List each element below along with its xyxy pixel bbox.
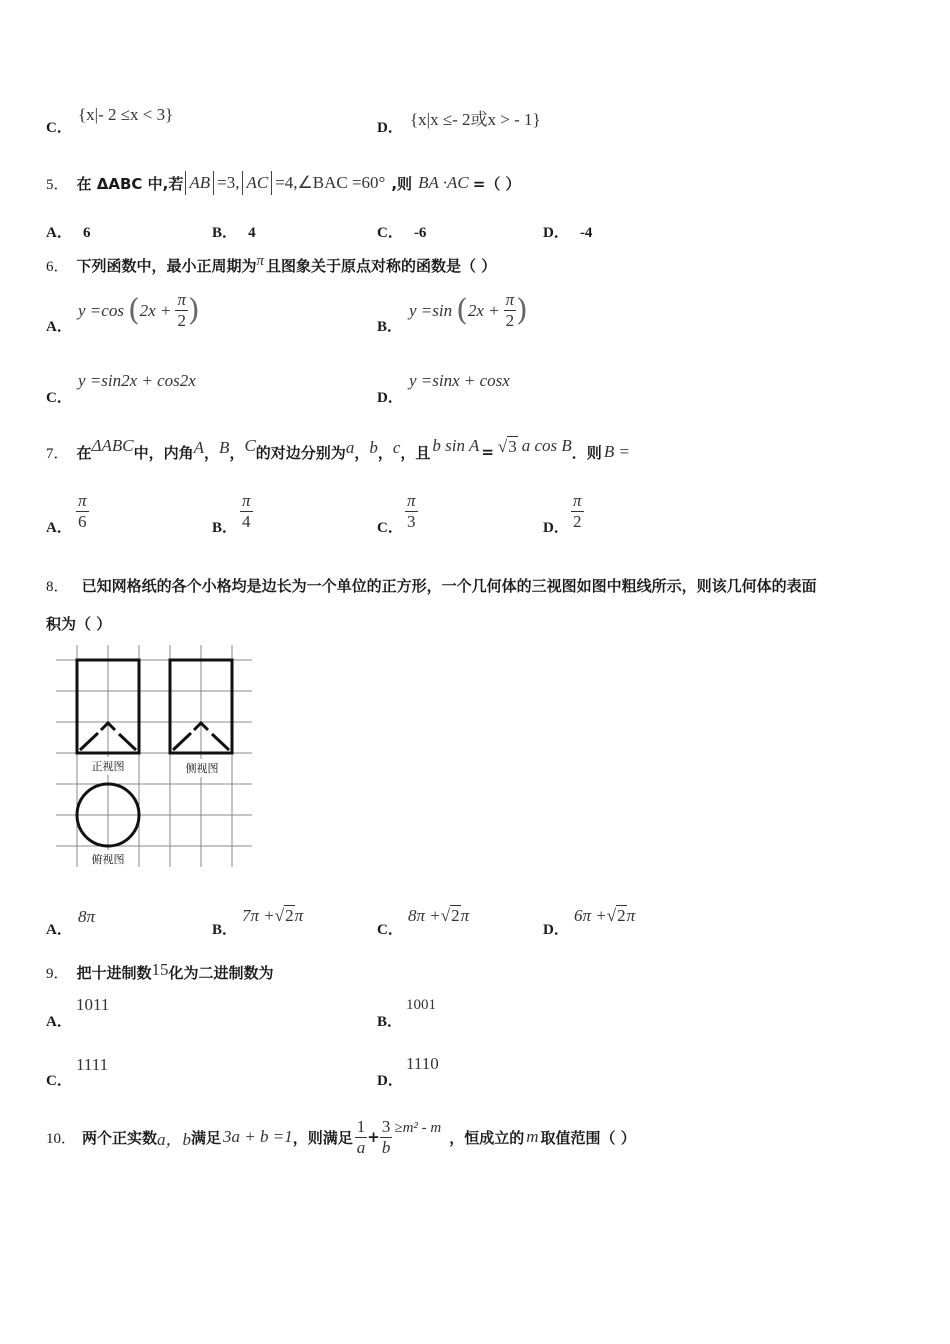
front-view-line bbox=[80, 733, 98, 750]
q7-text: ， bbox=[229, 443, 245, 462]
frac-den: b bbox=[381, 1137, 391, 1157]
side-view-line bbox=[173, 733, 191, 750]
expr-part: 6π + bbox=[574, 906, 607, 925]
q7-eq: a cos B bbox=[521, 436, 572, 455]
q6-option-a-expr: y =cos ( 2x + $\frac{\pi}{2}$ ) bbox=[78, 290, 200, 330]
q5-option-b[interactable] bbox=[212, 221, 256, 242]
q10-vars: a，b bbox=[157, 1129, 192, 1149]
q10-text: 两个正实数 bbox=[82, 1128, 158, 1147]
expr-part: 7π + bbox=[242, 906, 275, 925]
q8-option-c-expr: 8π +√2π bbox=[408, 906, 470, 925]
q5-dot: BA ·AC bbox=[418, 173, 469, 192]
q7-text: 的对边分别为 bbox=[255, 443, 346, 462]
frac-den: 3 bbox=[407, 512, 416, 531]
frac-num: π bbox=[407, 491, 416, 510]
expr-part: 2x + bbox=[467, 300, 500, 320]
q7-option-c[interactable] bbox=[377, 516, 403, 537]
q5-option-a[interactable] bbox=[46, 221, 90, 242]
q7-triangle: ΔABC bbox=[91, 436, 134, 455]
q10-cond: 3a + b =1 bbox=[223, 1127, 293, 1146]
option-label: B． bbox=[212, 922, 238, 938]
option-text: 4 bbox=[248, 225, 256, 241]
q7-var: A bbox=[193, 438, 205, 457]
option-label: C． bbox=[46, 1073, 72, 1089]
option-label: C． bbox=[377, 922, 403, 938]
option-label: C． bbox=[377, 225, 403, 241]
q8-option-a-expr: 8π bbox=[78, 907, 96, 926]
option-label: D． bbox=[543, 520, 569, 536]
q7-var: B bbox=[219, 438, 230, 457]
option-text: -4 bbox=[579, 225, 593, 241]
expr-sqrt: 2 bbox=[285, 906, 294, 925]
q4-option-c-expr: {x|- 2 ≤x < 3} bbox=[78, 105, 174, 124]
q9-option-a-value: 1011 bbox=[76, 995, 110, 1014]
q7-stem: 7． 在 ΔABC 中，内角 A ， B ， C 的对边分别为 a ， b ， c ，且 b sin A = √3 a cos B ．则 B = bbox=[46, 436, 630, 462]
expr-part: y =sin bbox=[409, 300, 453, 320]
q9-option-b[interactable] bbox=[377, 1010, 402, 1031]
q7-var: c bbox=[392, 438, 401, 457]
q4-option-c[interactable] bbox=[46, 116, 72, 137]
question-number: 6． bbox=[46, 258, 69, 275]
q6-stem bbox=[46, 254, 496, 276]
q8-option-b-expr: 7π +√2π bbox=[242, 906, 304, 925]
q10-var: m bbox=[526, 1127, 539, 1146]
q6-option-d[interactable] bbox=[377, 386, 403, 407]
q5-then: ,则 bbox=[391, 174, 413, 193]
q6-text: 下列函数中，最小正周期为 bbox=[76, 256, 257, 275]
q7-option-b-frac bbox=[240, 491, 253, 532]
q7-text: ，且 bbox=[400, 443, 431, 462]
frac-num: 1 bbox=[356, 1116, 366, 1136]
q10-text: ，则满足 bbox=[292, 1128, 353, 1147]
expr-sqrt: 2 bbox=[617, 906, 626, 925]
expr-part: π bbox=[626, 906, 636, 925]
q9-option-d-value: 1110 bbox=[406, 1054, 439, 1073]
frac-den: 6 bbox=[78, 512, 87, 531]
q9-option-d[interactable] bbox=[377, 1069, 403, 1090]
option-text: -6 bbox=[413, 225, 427, 241]
q5-ac: AC bbox=[246, 173, 269, 192]
frac-den: 2 bbox=[573, 512, 582, 531]
q9-option-a[interactable] bbox=[46, 1010, 72, 1031]
q5-option-d[interactable] bbox=[543, 221, 592, 242]
q8-text: 已知网格纸的各个小格均是边长为一个单位的正方形，一个几何体的三视图如图中粗线所示，则该几何体的表面 bbox=[81, 577, 817, 595]
q7-option-d-frac bbox=[571, 491, 584, 532]
q6-pi: π bbox=[256, 252, 265, 269]
expr-part: π bbox=[460, 906, 470, 925]
frac-den: a bbox=[356, 1137, 366, 1157]
q7-text: ， bbox=[377, 443, 393, 462]
q7-text: ， bbox=[204, 443, 220, 462]
option-label: B． bbox=[212, 520, 238, 536]
frac-num: π bbox=[573, 491, 582, 510]
option-label: D． bbox=[543, 922, 569, 938]
option-label: D． bbox=[377, 1073, 403, 1089]
side-view-label: 侧视图 bbox=[185, 762, 219, 775]
expr-part: 8π + bbox=[408, 906, 441, 925]
q7-option-a[interactable] bbox=[46, 516, 72, 537]
q6-option-d-expr: y =sinx + cosx bbox=[409, 371, 510, 390]
top-view-label: 俯视图 bbox=[91, 853, 125, 866]
q10-text: 满足 bbox=[191, 1128, 222, 1147]
q9-text: 把十进制数 bbox=[76, 964, 152, 982]
q7-option-a-frac bbox=[76, 491, 89, 532]
q7-text: ， bbox=[354, 443, 370, 462]
option-text: 6 bbox=[82, 225, 91, 241]
option-label: A． bbox=[46, 1014, 72, 1030]
grid-lines bbox=[56, 645, 252, 867]
question-number: 7． bbox=[46, 445, 69, 462]
option-label: D． bbox=[543, 225, 569, 241]
q9-stem bbox=[46, 959, 274, 983]
question-number: 5． bbox=[46, 176, 69, 193]
expr-part: π bbox=[294, 906, 304, 925]
expr-part: y =cos bbox=[78, 300, 124, 320]
q5-eq2: =4,∠BAC =60° bbox=[275, 173, 386, 192]
expr-part: 2x + bbox=[139, 300, 172, 320]
q5-option-c[interactable] bbox=[377, 221, 426, 242]
q10-stem bbox=[46, 1112, 636, 1162]
option-label: B． bbox=[377, 319, 403, 335]
q8-option-b[interactable] bbox=[212, 918, 237, 939]
q9-option-b-value: 1001 bbox=[406, 997, 436, 1013]
q7-text: 在 bbox=[76, 443, 92, 462]
q7-option-b[interactable] bbox=[212, 516, 237, 537]
q4-option-d[interactable] bbox=[377, 116, 403, 137]
q8-stem-line2: 积为（ ） bbox=[46, 615, 112, 633]
q6-option-c-expr: y =sin2x + cos2x bbox=[78, 371, 196, 390]
three-view-figure bbox=[52, 645, 252, 867]
expr-sqrt: 2 bbox=[451, 906, 460, 925]
q6-text-2: 且图象关于原点对称的函数是（ ） bbox=[266, 256, 497, 275]
q7-ask: B = bbox=[603, 442, 630, 461]
q8-option-a[interactable] bbox=[46, 918, 72, 939]
q7-var: b bbox=[369, 438, 378, 457]
q6-option-b-expr: y =sin ( 2x + $\frac{\pi}{2}$ ) bbox=[409, 290, 528, 330]
front-view-label: 正视图 bbox=[91, 760, 125, 773]
frac-den: 2 bbox=[177, 311, 186, 330]
q5-eq1: =3, bbox=[217, 173, 240, 192]
option-label: A． bbox=[46, 225, 72, 241]
q5-ab: AB bbox=[189, 173, 211, 192]
q7-var: a bbox=[345, 438, 355, 457]
q5-text: 在 ΔABC 中,若 bbox=[76, 174, 184, 193]
option-label: D． bbox=[377, 120, 403, 136]
frac-num: 3 bbox=[381, 1116, 391, 1136]
q8-option-d[interactable] bbox=[543, 918, 569, 939]
option-label: D． bbox=[377, 390, 403, 406]
q10-text: 取值范围（ ） bbox=[540, 1128, 636, 1147]
option-label: C． bbox=[46, 390, 72, 406]
frac-num: π bbox=[177, 290, 186, 309]
option-label: A． bbox=[46, 319, 72, 335]
q7-eq: = bbox=[481, 443, 494, 461]
q7-text: ．则 bbox=[571, 443, 602, 462]
q9-text: 化为二进制数为 bbox=[168, 964, 274, 982]
frac-num: π bbox=[78, 491, 87, 510]
q10-plus: + bbox=[367, 1128, 380, 1146]
q8-stem-line1 bbox=[46, 575, 817, 596]
option-label: A． bbox=[46, 922, 72, 938]
front-view-line bbox=[119, 734, 136, 750]
q8-option-d-expr: 6π +√2π bbox=[574, 906, 636, 925]
q6-option-c[interactable] bbox=[46, 386, 72, 407]
side-view-line bbox=[212, 734, 229, 750]
question-number: 10． bbox=[46, 1130, 77, 1147]
q8-option-c[interactable] bbox=[377, 918, 403, 939]
q9-value: 15 bbox=[151, 959, 169, 979]
q7-text: 中，内角 bbox=[133, 443, 194, 462]
frac-num: π bbox=[242, 491, 251, 510]
question-number: 8． bbox=[46, 579, 69, 595]
q7-option-c-frac bbox=[405, 491, 418, 532]
option-label: C． bbox=[46, 120, 72, 136]
q9-option-c-value: 1111 bbox=[76, 1055, 109, 1074]
frac-num: π bbox=[505, 290, 515, 309]
q5-stem bbox=[46, 166, 521, 200]
frac-den: 2 bbox=[505, 311, 515, 330]
option-label: C． bbox=[377, 520, 403, 536]
q4-option-d-expr: {x|x ≤- 2或x > - 1} bbox=[410, 110, 541, 129]
q10-ineq: ≥m² - m bbox=[394, 1119, 442, 1136]
q7-var: C bbox=[244, 436, 256, 455]
frac-den: 4 bbox=[242, 512, 251, 531]
q7-sqrt: 3 bbox=[508, 436, 517, 456]
q6-option-a[interactable] bbox=[46, 315, 72, 336]
option-label: A． bbox=[46, 520, 72, 536]
q7-eq: b sin A bbox=[432, 436, 480, 455]
option-label: B． bbox=[212, 225, 238, 241]
q5-tail: =（ ） bbox=[472, 174, 521, 193]
q6-option-b[interactable] bbox=[377, 315, 402, 336]
question-number: 9． bbox=[46, 966, 69, 982]
q9-option-c[interactable] bbox=[46, 1069, 72, 1090]
q10-text: ，恒成立的 bbox=[449, 1128, 525, 1147]
q7-option-d[interactable] bbox=[543, 516, 569, 537]
option-label: B． bbox=[377, 1014, 403, 1030]
